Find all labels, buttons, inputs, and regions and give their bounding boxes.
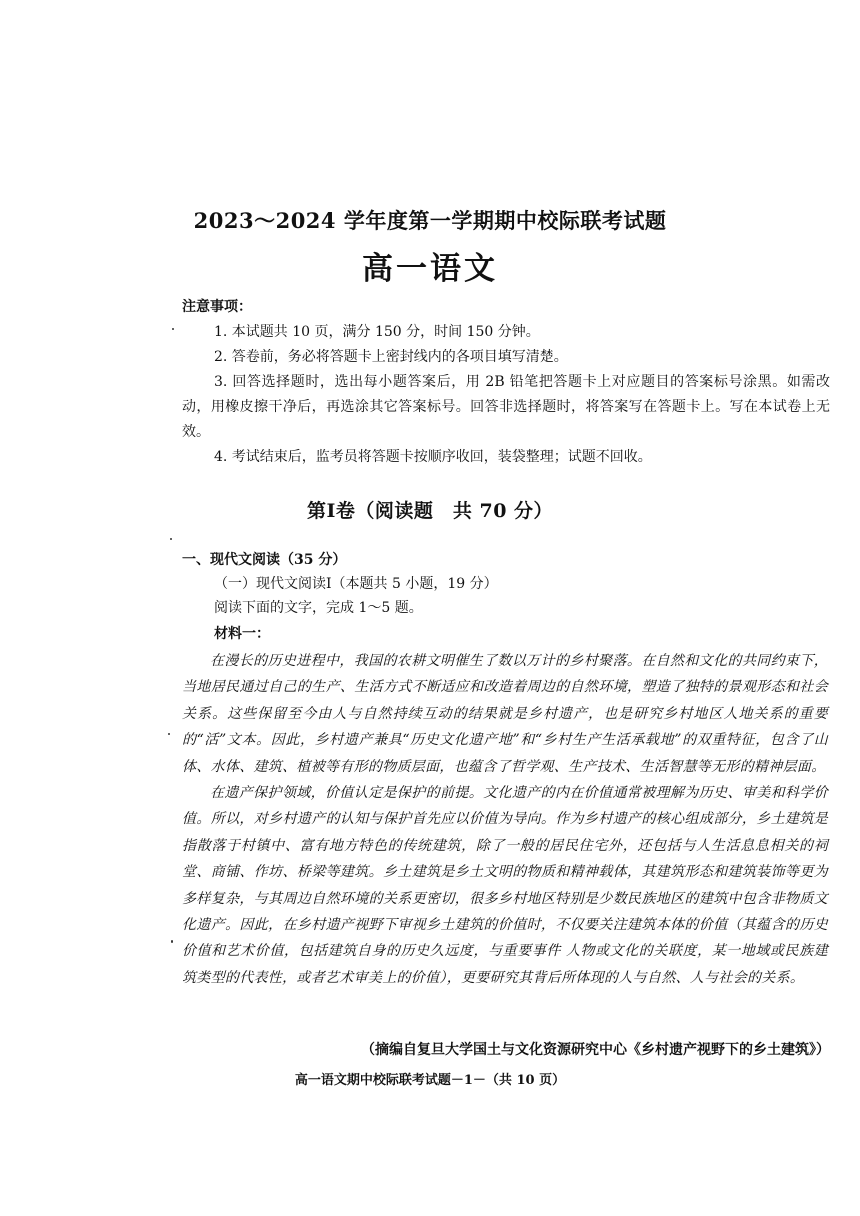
scan-speck: [172, 328, 174, 330]
section-heading: 一、现代文阅读（35 分）: [182, 552, 347, 568]
scan-speck: [170, 538, 172, 540]
reading-passage: [182, 648, 828, 991]
notice-list: [182, 320, 830, 470]
page-footer: 高一语文期中校际联考试题－1－（共 10 页）: [294, 1073, 566, 1088]
source-citation: （摘编自复旦大学国土与文化资源研究中心《乡村遗产视野下的乡土建筑》）: [361, 1042, 830, 1058]
notice-item: 3. 回答选择题时，选出每小题答案后，用 2B 铅笔把答题卡上对应题目的答案标号涂黑。如需改动，用橡皮擦干净后，再选涂其它答案标号。回答非选择题时，将答案写在答题卡上。写在本试卷上无效。: [182, 374, 830, 440]
part-title: 第Ⅰ卷（阅读题 共 70 分）: [306, 500, 554, 522]
notice-item: 4. 考试结束后，监考员将答题卡按顺序收回，装袋整理；试题不回收。: [214, 449, 652, 465]
notice-item: 1. 本试题共 10 页，满分 150 分，时间 150 分钟。: [214, 324, 540, 340]
exam-title: 2023～2024 学年度第一学期期中校际联考试题: [193, 208, 667, 233]
reading-instruction: 阅读下面的文字，完成 1～5 题。: [214, 600, 423, 616]
section-subheading: （一）现代文阅读Ⅰ（本题共 5 小题，19 分）: [214, 576, 498, 592]
material-label: 材料一：: [214, 626, 270, 642]
notice-heading: 注意事项：: [182, 299, 252, 315]
passage-paragraph: 在遗产保护领域，价值认定是保护的前提。文化遗产的内在价值通常被理解为历史、审美和科学价值。所以，对乡村遗产的认知与保护首先应以价值为导向。作为乡村遗产的核心组成部分，乡土建筑是指散落于村镇中、富有地方特色的传统建筑，除了一般的居民住宅外，还包括与人生活息息相关的祠堂、商铺、作坊、桥梁等建筑。乡土建筑是乡土文明的物质和精神载体，其建筑形态和建筑装饰等更为多样复杂，与其周边自然环境的关系更密切，很多乡村地区特别是少数民族地区的建筑中包含非物质文化遗产。因此，在乡村遗产视野下审视乡土建筑的价值时，不仅要关注建筑本体的价值（其蕴含的历史价值和艺术价值，包括建筑自身的历史久远度，与重要事件 人物或文化的关联度，某一地域或民族建筑类型的代表性，或者艺术审美上的价值），更要研究其背后所体现的人与自然、人与社会的关系。: [182, 785, 828, 986]
subject-title: 高一语文: [362, 251, 498, 287]
scan-speck: [171, 940, 173, 943]
passage-paragraph: 在漫长的历史进程中，我国的农耕文明催生了数以万计的乡村聚落。在自然和文化的共同约束下，当地居民通过自己的生产、生活方式不断适应和改造着周边的自然环境，塑造了独特的景观形态和社会关系。这些保留至今由人与自然持续互动的结果就是乡村遗产，也是研究乡村地区人地关系的重要的“活”文本。因此，乡村遗产兼具“历史文化遗产地”和“乡村生产生活承载地”的双重特征，包含了山体、水体、建筑、植被等有形的物质层面，也蕴含了哲学观、生产技术、生活智慧等无形的精神层面。: [182, 653, 828, 775]
scan-speck: [168, 733, 170, 735]
notice-item: 2. 答卷前，务必将答题卡上密封线内的各项目填写清楚。: [214, 349, 568, 365]
